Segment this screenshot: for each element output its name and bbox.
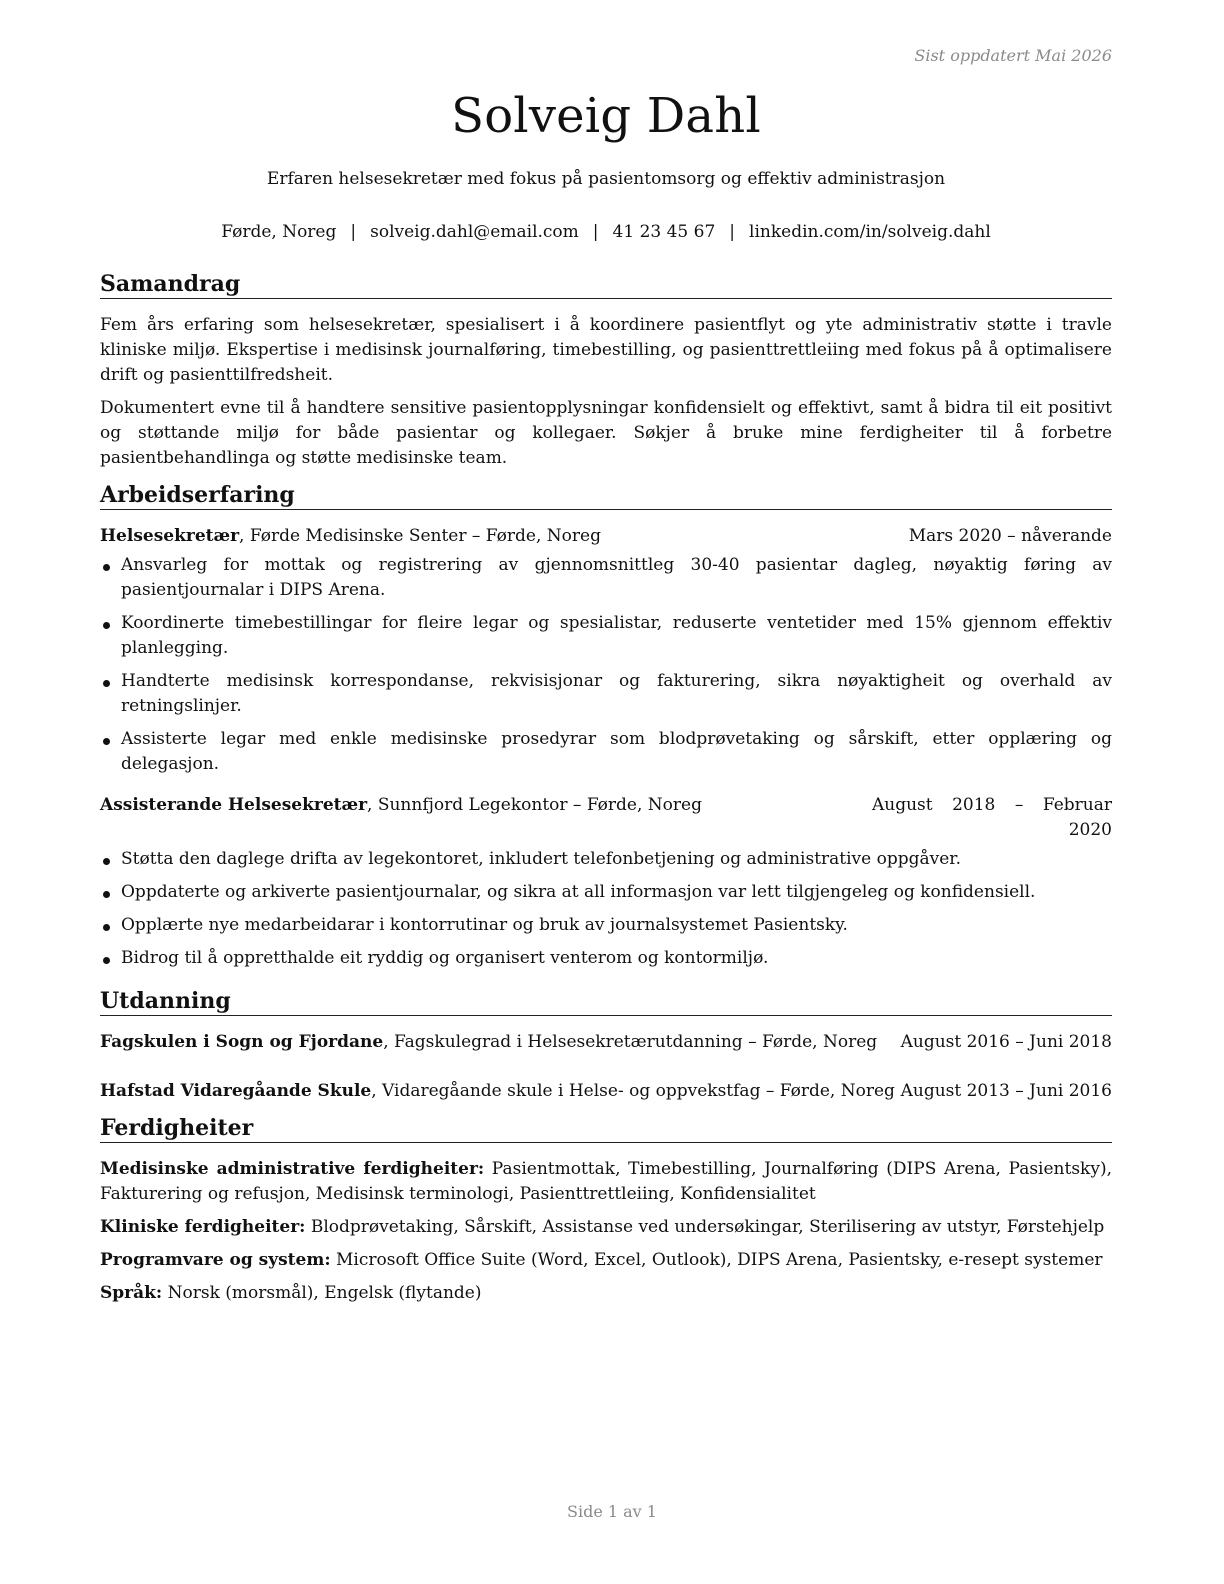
list-item <box>100 727 1112 777</box>
contact-separator: | <box>729 222 736 242</box>
experience-section <box>100 481 1112 971</box>
education-entry <box>100 1079 1112 1104</box>
education-entry <box>100 1030 1112 1055</box>
skill-label: Språk: <box>100 1283 163 1303</box>
section-title: Arbeidserfaring <box>100 481 1112 510</box>
job-entry <box>100 793 1112 971</box>
education-school: Hafstad Vidaregåande Skule <box>100 1081 372 1101</box>
education-section <box>100 987 1112 1104</box>
bullet-icon <box>103 564 110 571</box>
bullet-text: Koordinerte timebestillingar for fleire legar og spesialistar, reduserte ventetider med 15% gjennom effektiv planlegging. <box>121 613 1112 658</box>
job-bullets <box>100 553 1112 777</box>
job-header <box>100 524 1112 549</box>
skill-label: Programvare og system: <box>100 1250 331 1270</box>
education-details: , Fagskulegrad i Helsesekretærutdanning – Førde, Noreg <box>383 1032 878 1052</box>
bullet-icon <box>103 957 110 964</box>
bullet-text: Assisterte legar med enkle medisinske prosedyrar som blodprøvetaking og sårskift, etter opplæring og delegasjon. <box>121 729 1112 774</box>
job-title-line <box>100 524 601 549</box>
bullet-icon <box>103 858 110 865</box>
skills-section <box>100 1114 1112 1306</box>
last-updated: Sist oppdatert Mai 2026 <box>914 46 1112 65</box>
job-role: Helsesekretær <box>100 526 240 546</box>
contact-email[interactable]: solveig.dahl@email.com <box>370 222 579 242</box>
bullet-text: Bidrog til å oppretthalde eit ryddig og organisert venterom og kontormiljø. <box>121 948 769 968</box>
skill-value: Pasientmottak, Timebestilling, Journalføring (DIPS Arena, Pasientsky), Fakturering og refusjon, Medisinsk terminologi, Pasienttrettleiing, Konfidensialitet <box>100 1159 1112 1204</box>
resume-content <box>100 270 1112 1316</box>
skill-value: Microsoft Office Suite (Word, Excel, Outlook), DIPS Arena, Pasientsky, e-resept systemer <box>330 1250 1103 1270</box>
contact-location: Førde, Noreg <box>221 222 337 242</box>
job-entry <box>100 524 1112 777</box>
list-item <box>100 611 1112 661</box>
skill-label: Kliniske ferdigheiter: <box>100 1217 306 1237</box>
education-title-line <box>100 1030 877 1055</box>
section-title: Samandrag <box>100 270 1112 299</box>
section-title: Ferdigheiter <box>100 1114 1112 1143</box>
bullet-icon <box>103 622 110 629</box>
resume-page <box>100 0 1112 1584</box>
job-dates: August 2018 – Februar 2020 <box>872 795 1112 840</box>
section-title: Utdanning <box>100 987 1112 1016</box>
job-role: Assisterande Helsesekretær <box>100 795 368 815</box>
education-title-line <box>100 1079 895 1104</box>
bullet-text: Opplærte nye medarbeidarar i kontorrutinar og bruk av journalsystemet Pasientsky. <box>121 915 848 935</box>
job-header <box>100 793 1112 843</box>
job-employer: , Sunnfjord Legekontor – Førde, Noreg <box>367 795 702 815</box>
list-item <box>100 553 1112 603</box>
contact-separator: | <box>350 222 357 242</box>
bullet-icon <box>103 738 110 745</box>
bullet-text: Oppdaterte og arkiverte pasientjournalar, og sikra at all informasjon var lett tilgjengeleg og konfidensiell. <box>121 882 1036 902</box>
list-item <box>100 669 1112 719</box>
bullet-text: Handterte medisinsk korrespondanse, rekvisisjonar og fakturering, sikra nøyaktigheit og overhald av retningslinjer. <box>121 671 1112 716</box>
education-school: Fagskulen i Sogn og Fjordane <box>100 1032 384 1052</box>
candidate-name: Solveig Dahl <box>451 88 761 144</box>
list-item <box>100 913 1112 938</box>
summary-paragraph: Fem års erfaring som helsesekretær, spesialisert i å koordinere pasientflyt og yte administrativ støtte i travle kliniske miljø. Ekspertise i medisinsk journalføring, timebestilling, og pasienttrettleiing med fokus på å optimalisere drift og pasienttilfredsheit. <box>100 315 1112 385</box>
job-employer: , Førde Medisinske Senter – Førde, Noreg <box>239 526 601 546</box>
contact-line <box>100 221 1112 243</box>
summary-paragraph: Dokumentert evne til å handtere sensitive pasientopplysningar konfidensielt og effektivt, samt å bidra til eit positivt og støttande miljø for både pasientar og kollegaer. Søkjer å bruke mine ferdigheiter til å forbetre pasientbehandlinga og støtte medisinske team. <box>100 398 1112 468</box>
skill-line <box>100 1281 1112 1306</box>
list-item <box>100 847 1112 872</box>
page-number: Side 1 av 1 <box>567 1502 657 1521</box>
skill-line <box>100 1215 1112 1240</box>
tagline: Erfaren helsesekretær med fokus på pasientomsorg og effektiv administrasjon <box>266 169 946 189</box>
job-title-line <box>100 793 702 843</box>
bullet-icon <box>103 891 110 898</box>
education-dates: August 2013 – Juni 2016 <box>900 1081 1112 1101</box>
bullet-text: Ansvarleg for mottak og registrering av gjennomsnittleg 30-40 pasientar dagleg, nøyaktig føring av pasientjournalar i DIPS Arena. <box>121 555 1112 600</box>
contact-phone: 41 23 45 67 <box>612 222 716 242</box>
skill-line <box>100 1248 1112 1273</box>
bullet-icon <box>103 680 110 687</box>
job-bullets <box>100 847 1112 971</box>
contact-separator: | <box>592 222 599 242</box>
list-item <box>100 880 1112 905</box>
skill-line <box>100 1157 1112 1207</box>
summary-section <box>100 270 1112 471</box>
list-item <box>100 946 1112 971</box>
skill-label: Medisinske administrative ferdigheiter: <box>100 1159 485 1179</box>
skill-value: Norsk (morsmål), Engelsk (flytande) <box>162 1283 482 1303</box>
job-dates: Mars 2020 – nåverande <box>908 526 1112 546</box>
education-details: , Vidaregåande skule i Helse- og oppvekstfag – Førde, Noreg <box>371 1081 895 1101</box>
skill-value: Blodprøvetaking, Sårskift, Assistanse ved undersøkingar, Sterilisering av utstyr, Førstehjelp <box>305 1217 1105 1237</box>
education-dates: August 2016 – Juni 2018 <box>900 1032 1112 1052</box>
bullet-text: Støtta den daglege drifta av legekontoret, inkludert telefonbetjening og administrative oppgåver. <box>121 849 961 869</box>
bullet-icon <box>103 924 110 931</box>
contact-linkedin[interactable]: linkedin.com/in/solveig.dahl <box>749 222 991 242</box>
